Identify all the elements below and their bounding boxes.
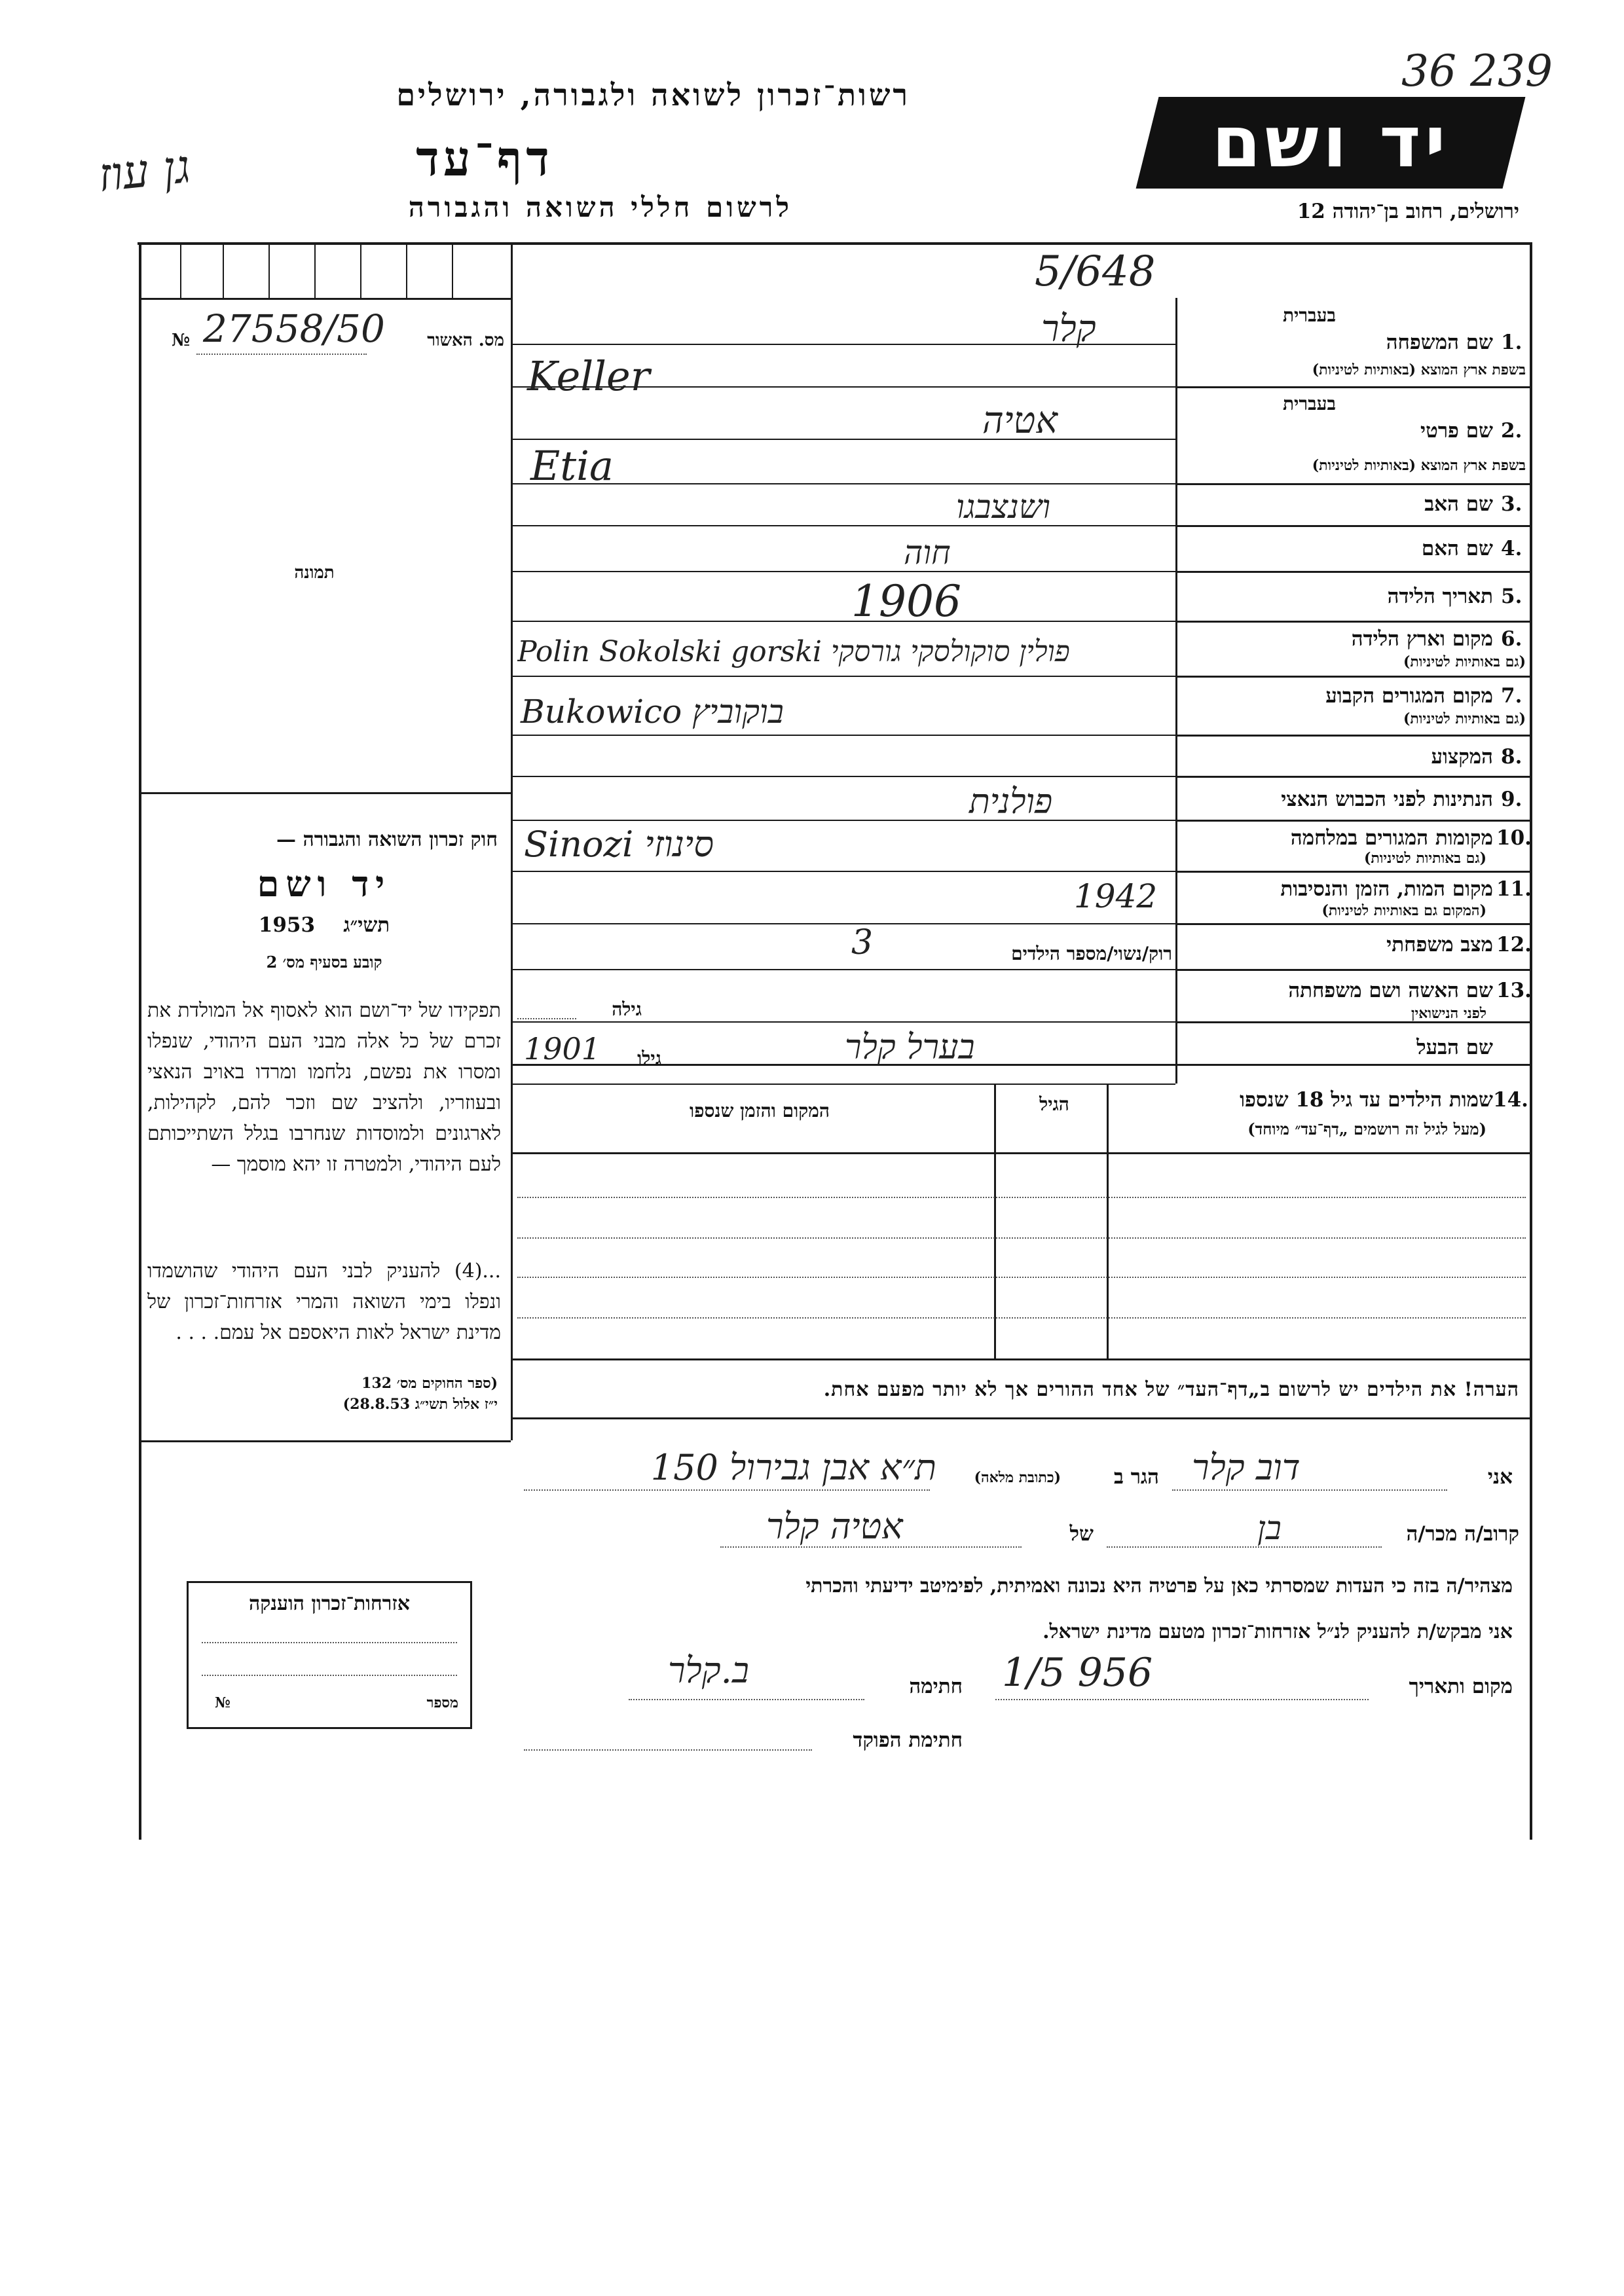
field-9-label: הנתינות לפני הכבוש הנאצי xyxy=(1281,788,1493,811)
decl-i-label: אני xyxy=(1487,1465,1513,1489)
field-12-label: מצב משפחתי xyxy=(1386,933,1493,957)
field-2-label: שם פרטי xyxy=(1420,419,1493,443)
husband-label: שם הבעל xyxy=(1416,1036,1493,1059)
law-text: תפקידו של יד־ושם הוא לאסוף אל המולדת את זכרם של כל אלה מבני העם היהודי, שנפלו ומסרו את נפשם, נלחמו ומרדו באויב הנאצי ובעוזריו, ולהציב שם וזכר להם, לקהילות, לארגונים ולמוסדות שנחרבו בגלל השתייכותם לעם היהודי, ולמטרה זו יהא מוסמך — xyxy=(147,999,501,1176)
field-7-label: מקום המגורים הקבוע xyxy=(1325,684,1493,708)
field-3-number: 3. xyxy=(1501,492,1522,516)
wife-age-dotline xyxy=(517,1018,576,1019)
field-4-label: שם האם xyxy=(1421,537,1493,560)
field-2-number: 2. xyxy=(1501,419,1522,443)
marital-children: 3 xyxy=(851,923,874,962)
citizenship-number-symbol: № xyxy=(215,1694,231,1711)
field-11-number: 11. xyxy=(1496,877,1532,901)
children-row xyxy=(517,1317,1526,1319)
field-13-number: 13. xyxy=(1496,979,1532,1002)
field-10-number: 10. xyxy=(1496,826,1532,850)
children-row xyxy=(517,1277,1526,1278)
frame-left xyxy=(139,242,141,1840)
field-2-heb-tag: בעברית xyxy=(1282,393,1336,414)
husband-age-value: 1901 xyxy=(524,1031,601,1066)
decl-request: אני מבקש/ת להעניק לנ״ל אזרחות־זכרון מטעם מדינת ישראל. xyxy=(1043,1620,1513,1643)
field-5-label: תאריך הלידה xyxy=(1387,585,1493,608)
children-col-age: הגיל xyxy=(1039,1093,1069,1115)
approval-dotline xyxy=(196,354,367,355)
row-sep xyxy=(1175,969,1530,971)
value-line xyxy=(513,969,1175,970)
field-1-value-lat: Keller xyxy=(527,352,650,400)
decl-address-value: ת״א אבן גבירול 150 xyxy=(650,1447,936,1488)
field-6-number: 6. xyxy=(1501,627,1522,651)
law-name: יד ושם xyxy=(257,863,392,905)
field-6-label: מקום וארץ הלידה xyxy=(1351,627,1493,651)
field-7-number: 7. xyxy=(1501,684,1522,708)
no-symbol: № xyxy=(172,331,191,350)
law-date: י״ז אלול תשי״ג 28.8.53) xyxy=(342,1396,498,1413)
field-9-value: פולנית xyxy=(969,782,1053,822)
row-sep xyxy=(1175,483,1530,485)
citizenship-title: אזרחות־זכרון הוענקה xyxy=(248,1592,411,1615)
field-2-sub: בשפת ארץ המוצא (באותיות לטיניות) xyxy=(1312,457,1526,474)
row-sep xyxy=(1175,871,1530,873)
decl-signature-value: ב.קלר xyxy=(668,1650,749,1691)
row-sep xyxy=(1175,525,1530,527)
archive-number: 36 239 xyxy=(1401,46,1553,96)
citizenship-box xyxy=(187,1581,472,1729)
field-3-value: ושנצבגו xyxy=(956,488,1051,526)
frame-top xyxy=(138,242,1532,245)
org-name: רשות־זכרון לשואה ולגבורה, ירושלים xyxy=(396,77,910,113)
decl-signature-dotline xyxy=(629,1699,864,1700)
strip-tick xyxy=(268,242,270,298)
strip-tick xyxy=(314,242,316,298)
field-5-number: 5. xyxy=(1501,585,1522,608)
value-line xyxy=(513,1064,1530,1066)
decl-place-date-dotline xyxy=(995,1699,1369,1700)
strip-tick xyxy=(180,242,181,298)
decl-statement: מצהיר/ה בזה כי העדות שמסרתי כאן על פרטיה היא נכונה ואמיתית, לפימיטב ידיעתי והכרתי xyxy=(805,1575,1513,1597)
value-line xyxy=(513,571,1175,572)
field-10-value: Sinozi סינוזי xyxy=(524,824,714,865)
strip-tick xyxy=(223,242,224,298)
law-text-2: ...(4) להעניק לבני העם היהודי שהושמדו ונפלו בימי השואה והמרי אזרחות־זכרון של מדינת ישראל לאות היאספם אל עמם. . . . xyxy=(147,1260,501,1344)
husband-age-label: גילו xyxy=(637,1048,661,1069)
value-line xyxy=(513,776,1175,777)
field-8-number: 8. xyxy=(1501,745,1522,769)
photo-area-bottom xyxy=(139,792,511,794)
photo-label: תמונה xyxy=(294,563,335,583)
decl-officer-label: חתימת הפוקד xyxy=(853,1728,963,1752)
field-11-label: מקום המות, הזמן והנסיבות xyxy=(1280,877,1493,901)
field-2-value-lat: Etia xyxy=(530,442,614,490)
value-line xyxy=(513,923,1175,924)
law-clause: קובע בסעיף מס׳ 2 xyxy=(266,953,382,972)
row-sep xyxy=(1175,820,1530,822)
approval-no-value: 27558/50 xyxy=(203,306,385,351)
field-1-label: שם המשפחה xyxy=(1386,331,1493,354)
form-title: דף־עד xyxy=(416,131,553,187)
children-note: (מעל לגיל זה רושמים „דף־עד״ מיוחד) xyxy=(1247,1120,1486,1139)
field-1-value-heb: קלר xyxy=(1041,308,1096,350)
row-sep xyxy=(1175,676,1530,678)
law-year: 1953 xyxy=(258,913,316,937)
decl-of-value: אטיה קלר xyxy=(766,1506,903,1547)
children-row xyxy=(517,1197,1526,1198)
children-col-place: המקום והזמן שנספו xyxy=(690,1100,830,1121)
value-line xyxy=(513,1084,1175,1085)
wife-age-label: גילה xyxy=(612,998,642,1020)
form-subtitle: לרשום חללי השואה והגבורה xyxy=(408,191,792,223)
divider-left xyxy=(511,242,513,1440)
decl-resides-label: הגר ב xyxy=(1113,1465,1159,1489)
decl-address-hint: (כתובת מלאה) xyxy=(974,1469,1061,1486)
decl-signature-label: חתימה xyxy=(909,1675,963,1698)
field-13-label: שם האשה ושם משפחתה xyxy=(1288,979,1493,1002)
row-sep xyxy=(1175,571,1530,573)
decl-relative-value: בן xyxy=(1257,1509,1282,1547)
field-10-label: מקומות המגורים במלחמה xyxy=(1290,826,1493,850)
decl-place-date-label: מקום ותאריך xyxy=(1409,1675,1513,1698)
field-7-value: Bukowico בוקוביץ xyxy=(521,693,784,731)
field-4-value: חוה xyxy=(904,534,951,572)
row-sep xyxy=(1175,735,1530,737)
address: ירושלים, רחוב בן־יהודה 12 xyxy=(1297,200,1519,223)
field-1-sub: בשפת ארץ המוצא (באותיות לטיניות) xyxy=(1312,361,1526,378)
decl-relative-label: קרוב/ה מכר/ה xyxy=(1406,1522,1519,1546)
decl-i-dotline xyxy=(1172,1489,1447,1491)
row-sep xyxy=(1175,386,1530,388)
citizenship-number-label: מספר xyxy=(426,1694,458,1711)
decl-place-date-value: 1/5 956 xyxy=(1002,1650,1153,1696)
strip-tick xyxy=(406,242,407,298)
value-line xyxy=(513,871,1175,872)
yad-vashem-logo xyxy=(1136,97,1526,189)
field-3-label: שם האב xyxy=(1424,492,1493,516)
law-source: (ספר החוקים מס׳ 132 xyxy=(361,1375,498,1392)
field-12-number: 12. xyxy=(1496,933,1532,957)
field-7-sub: (גם באותיות לטיניות) xyxy=(1403,710,1526,727)
law-year-heb: תשי״ג xyxy=(343,913,390,937)
field-1-heb-tag: בעברית xyxy=(1282,304,1336,326)
row-sep xyxy=(1175,776,1530,778)
remark-bottom xyxy=(513,1417,1530,1419)
value-line xyxy=(513,735,1175,736)
strip-tick xyxy=(360,242,361,298)
children-header-bottom xyxy=(513,1152,1530,1154)
row-sep xyxy=(1175,621,1530,623)
children-number: 14. xyxy=(1493,1088,1528,1112)
children-title: שמות הילדים עד גיל 18 שנספו xyxy=(1240,1088,1493,1112)
approval-no-label: מס. האשור xyxy=(427,331,504,350)
field-4-number: 4. xyxy=(1501,537,1522,560)
logo-text: יד ושם xyxy=(1211,101,1450,183)
law-year-line xyxy=(151,913,498,937)
divider-label-col xyxy=(1175,298,1177,1084)
field-13-sub: לפני הנישואין xyxy=(1411,1005,1486,1022)
decl-of-label: של xyxy=(1069,1522,1094,1546)
law-title: חוק זכרון השואה והגבורה — xyxy=(276,828,498,851)
decl-officer-dotline xyxy=(524,1749,812,1751)
decl-address-dotline xyxy=(524,1489,930,1491)
top-number: 5/648 xyxy=(1035,247,1156,296)
value-line xyxy=(513,439,1175,440)
field-10-sub: (גם באותיות לטיניות) xyxy=(1363,850,1486,867)
field-8-label: המקצוע xyxy=(1431,745,1493,769)
decl-of-dotline xyxy=(720,1546,1022,1548)
strip-tick xyxy=(452,242,453,298)
value-line xyxy=(513,1021,1175,1023)
field-6-value: Polin Sokolski gorski פולין סוקולסקי גורסקי xyxy=(517,635,1070,668)
field-9-number: 9. xyxy=(1501,788,1522,811)
row-sep xyxy=(1175,923,1530,925)
value-line xyxy=(513,676,1175,677)
value-line xyxy=(513,820,1175,821)
field-2-value-heb: אטיה xyxy=(982,399,1058,442)
field-6-sub: (גם באותיות לטיניות) xyxy=(1403,653,1526,670)
decl-i-value: דוב קלר xyxy=(1192,1447,1301,1488)
husband-value: בערל קלר xyxy=(845,1028,975,1067)
field-11-value: 1942 xyxy=(1074,877,1158,915)
children-table-bottom xyxy=(513,1358,1530,1360)
handwritten-left: גן עוז xyxy=(96,139,193,203)
remark: הערה! את הילדים יש לרשום ב„דף־העד״ של אחד ההורים אך לא יותר מפעם אחת. xyxy=(823,1378,1519,1401)
value-line xyxy=(513,621,1175,622)
decl-relative-dotline xyxy=(1107,1546,1382,1548)
frame-right xyxy=(1530,242,1532,1840)
field-1-number: 1. xyxy=(1501,331,1522,354)
value-line xyxy=(513,525,1175,526)
field-11-sub: (המקום גם באותיות לטיניות) xyxy=(1321,902,1486,919)
marital-label: רוק/נשוי/מספר הילדים xyxy=(1011,943,1172,964)
top-strip-bottom xyxy=(139,298,511,300)
children-row xyxy=(517,1237,1526,1239)
field-5-value: 1906 xyxy=(851,576,961,627)
left-panel-divider xyxy=(139,1440,511,1442)
